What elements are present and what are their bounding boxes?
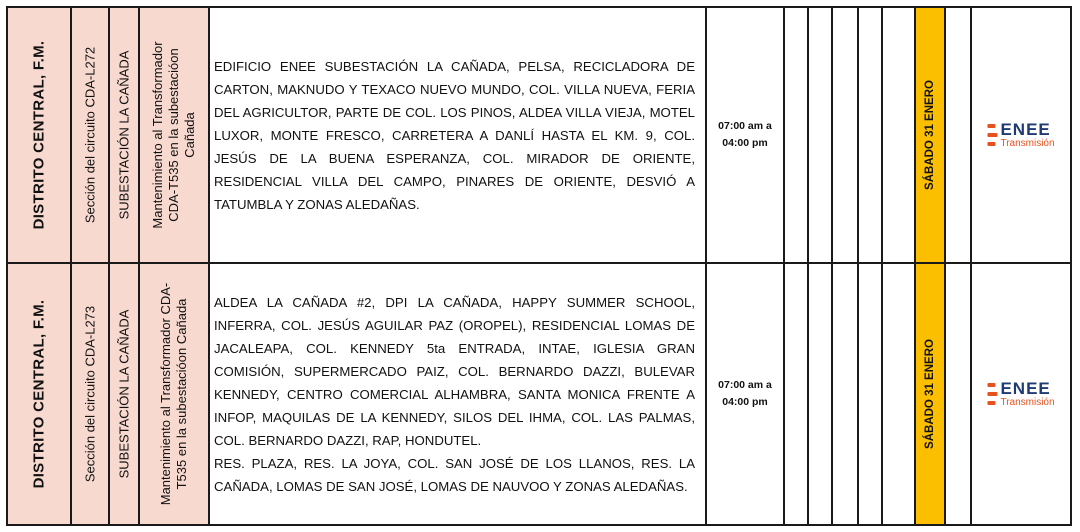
time-range xyxy=(707,118,783,152)
time-start: 07:00 am a xyxy=(718,120,772,132)
affected-areas-text: ALDEA LA CAÑADA #2, DPI LA CAÑADA, HAPPY SUMMER SCHOOL, INFERRA, COL. JESÚS AGUILAR PAZ (OROPEL), RESIDENCIAL LOMAS DE JACALEAPA, COL. KENNEDY 5ta ENTRADA, INTAE, IGLESIA GRAN COMISIÓN, SUPERMERCADO PAIZ, COL. BERNARDO DAZZI, BULEVAR KENNEDY, CENTRO COMERCIAL ALHAMBRA, SANTA MONICA FRENTE A INFOP, MAQUILAS DE LA KENNEDY, SILOS DEL IHMA, COL. LAS PALMAS, COL. BERNARDO DAZZI, RAP, HONDUTEL. xyxy=(214,294,695,448)
circuit-cell xyxy=(72,8,110,262)
enee-logo xyxy=(987,121,1054,149)
empty-cell xyxy=(946,8,972,262)
enee-logo xyxy=(987,380,1054,408)
substation-label: SUBESTACIÓN LA CAÑADA xyxy=(116,50,132,220)
time-end: 04:00 pm xyxy=(722,137,768,149)
empty-cell xyxy=(785,8,809,262)
date-label: SÁBADO 31 ENERO xyxy=(924,80,936,190)
logo-cell xyxy=(972,8,1070,262)
maintenance-label: Mantenimiento al Transformador CDA-T535 en la subestacióon Cañada xyxy=(158,282,189,506)
affected-areas-text: EDIFICIO ENEE SUBESTACIÓN LA CAÑADA, PELSA, RECICLADORA DE CARTON, MAKNUDO Y TEXACO NUEVO MUNDO, COL. VILLA NUEVA, FERIA DEL AGRICULTOR, PARTE DE COL. LOS PINOS, ALDEA VILLA VIEJA, MOTEL LUXOR, MONTE FRESCO, CARRETERA A DANLÍ HASTA EL KM. 9, COL. JESÚS DE LA BUENA ESPERANZA, COL. MIRADOR DE ORIENTE, RESIDENCIAL VILLA DEL CAMPO, PINARES DE ORIENTE, DESVIÓ A TATUMBLA Y ZONAS ALEDAÑAS. xyxy=(214,58,695,212)
district-cell xyxy=(8,8,72,262)
logo-name: ENEE xyxy=(1000,379,1051,398)
affected-areas-extra-text: RES. PLAZA, RES. LA JOYA, COL. SAN JOSÉ DE LOS LLANOS, RES. LA CAÑADA, LOMAS DE SAN JOSÉ, LOMAS DE NAUVOO Y ZONAS ALEDAÑAS. xyxy=(214,455,695,494)
substation-cell xyxy=(110,8,140,262)
outage-schedule-table xyxy=(6,6,1072,526)
logo-subtitle: Transmisión xyxy=(1000,138,1055,149)
areas-cell xyxy=(210,8,707,262)
district-label: DISTRITO CENTRAL, F.M. xyxy=(30,299,48,489)
date-cell xyxy=(916,264,946,524)
empty-cell xyxy=(859,264,883,524)
maintenance-cell xyxy=(140,264,210,524)
empty-cell xyxy=(883,8,916,262)
date-cell xyxy=(916,8,946,262)
areas-cell xyxy=(210,264,707,524)
empty-cell xyxy=(859,8,883,262)
empty-cell xyxy=(946,264,972,524)
maintenance-cell xyxy=(140,8,210,262)
empty-cell xyxy=(785,264,809,524)
enee-logo-mark-icon xyxy=(987,122,997,148)
table-row xyxy=(8,8,1070,262)
logo-cell xyxy=(972,264,1070,524)
logo-subtitle: Transmisión xyxy=(1000,397,1055,408)
circuit-label: Sección del circuito CDA-L272 xyxy=(82,46,98,224)
empty-cell xyxy=(883,264,916,524)
time-range xyxy=(707,377,783,411)
empty-cell xyxy=(833,264,859,524)
enee-logo-mark-icon xyxy=(987,381,997,407)
substation-cell xyxy=(110,264,140,524)
date-label: SÁBADO 31 ENERO xyxy=(924,339,936,449)
empty-cell xyxy=(809,264,833,524)
empty-cell xyxy=(833,8,859,262)
time-end: 04:00 pm xyxy=(722,396,768,408)
maintenance-label: Mantenimiento al Transformador CDA-T535 en la subestacióon Cañada xyxy=(150,41,197,229)
logo-name: ENEE xyxy=(1000,120,1051,139)
district-label: DISTRITO CENTRAL, F.M. xyxy=(30,40,48,230)
table-row xyxy=(8,264,1070,524)
time-start: 07:00 am a xyxy=(718,379,772,391)
time-cell xyxy=(707,8,785,262)
district-cell xyxy=(8,264,72,524)
circuit-cell xyxy=(72,264,110,524)
substation-label: SUBESTACIÓN LA CAÑADA xyxy=(116,309,132,479)
circuit-label: Sección del circuito CDA-L273 xyxy=(82,305,98,483)
time-cell xyxy=(707,264,785,524)
empty-cell xyxy=(809,8,833,262)
